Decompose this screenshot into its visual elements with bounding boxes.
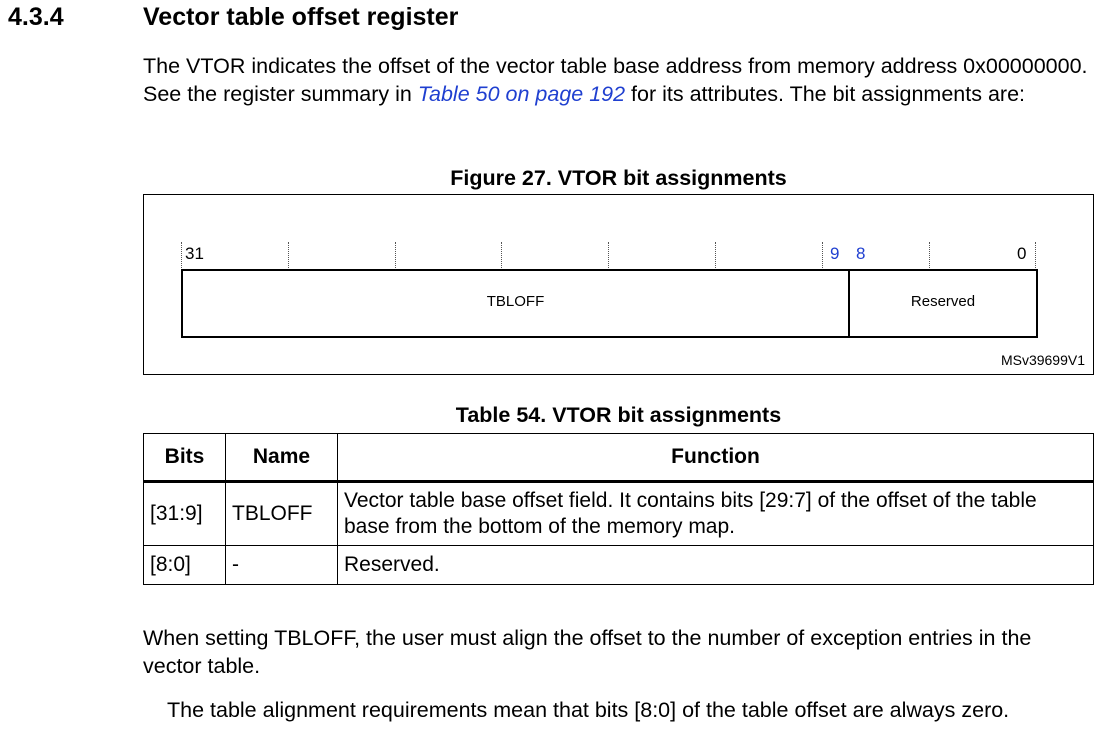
section-number: 4.3.4 (8, 3, 64, 31)
table-row (144, 546, 1094, 585)
cell-name: TBLOFF (226, 482, 338, 546)
alignment-paragraph: When setting TBLOFF, the user must align the offset to the number of exception entries in the vector table. (143, 626, 1032, 678)
figure-reference-code: MSv39699V1 (1000, 352, 1085, 368)
cell-function: Reserved. (338, 546, 1094, 585)
figure-caption: Figure 27. VTOR bit assignments (450, 166, 787, 190)
header-function: Function (338, 434, 1094, 482)
field-tbloff: TBLOFF (486, 293, 545, 310)
bit-tick (715, 242, 716, 268)
intro-text: The VTOR indicates the offset of the vector table base address from memory address 0x00000000. See the register summary in (143, 54, 1088, 106)
table-reference-link[interactable]: Table 50 on page 192 (417, 82, 626, 106)
register-field-box (181, 269, 1038, 338)
bit-tick (181, 242, 182, 268)
bit-assignment-table (143, 433, 1094, 585)
bit-label-0: 0 (1017, 244, 1027, 263)
bit-tick (608, 242, 609, 268)
cell-name: - (226, 546, 338, 585)
header-name: Name (226, 434, 338, 482)
cell-function: Vector table base offset field. It contains bits [29:7] of the offset of the table base from the bottom of the memory map. (338, 482, 1094, 546)
cell-bits: [31:9] (144, 482, 226, 546)
cell-bits: [8:0] (144, 546, 226, 585)
section-title: Vector table offset register (143, 3, 459, 31)
bit-label-8: 8 (856, 244, 866, 263)
bit-tick (1035, 242, 1036, 268)
intro-paragraph (143, 52, 1093, 108)
intro-text-end: for its attributes. The bit assignments are: (625, 82, 1026, 106)
alignment-note: The table alignment requirements mean that bits [8:0] of the table offset are always zero. (167, 698, 1010, 722)
bit-tick (822, 242, 823, 268)
bit-tick (501, 242, 502, 268)
table-header-row (144, 434, 1094, 482)
bit-label-9: 9 (830, 244, 840, 263)
table-row (144, 482, 1094, 546)
bit-tick (395, 242, 396, 268)
header-bits: Bits (144, 434, 226, 482)
field-reserved: Reserved (910, 293, 976, 310)
bit-label-31: 31 (185, 244, 204, 263)
bit-tick (288, 242, 289, 268)
register-diagram (143, 194, 1094, 375)
table-caption: Table 54. VTOR bit assignments (455, 403, 782, 427)
bit-tick (929, 242, 930, 268)
